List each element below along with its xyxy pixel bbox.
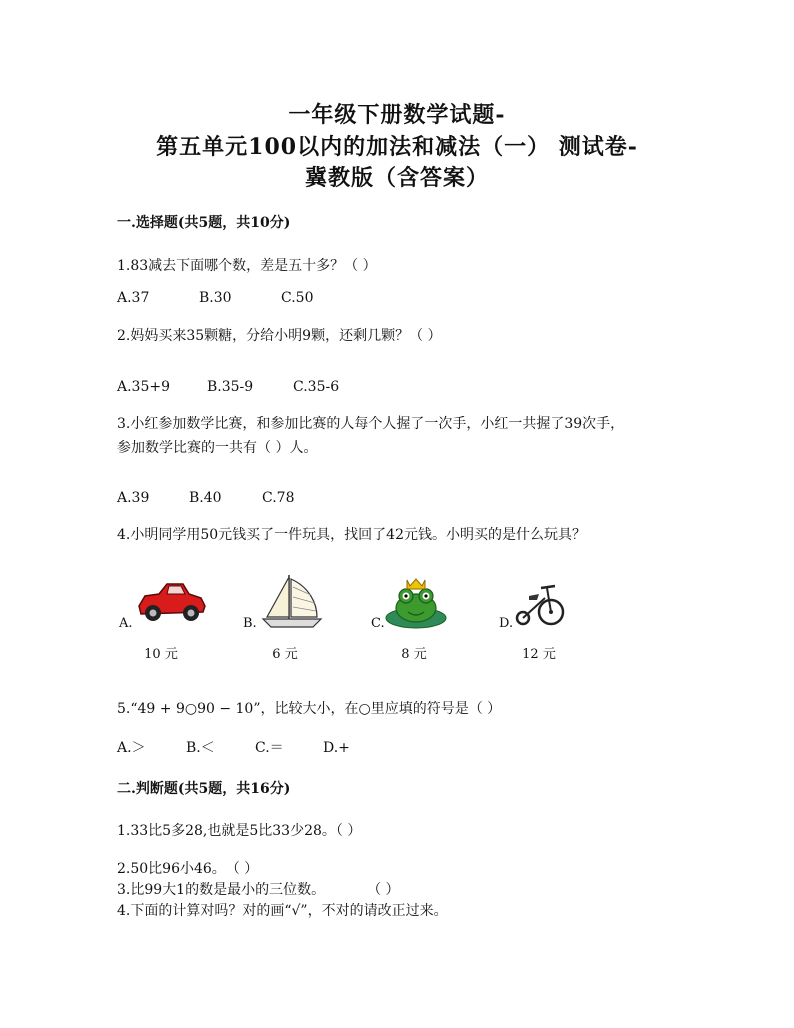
option-a: A.37 — [117, 290, 150, 306]
option-c: C.50 — [281, 290, 314, 306]
toy-d-letter: D. — [499, 616, 514, 631]
judgment-question-1: 1.33比5多28,也就是5比33少28。（ ） — [117, 823, 362, 839]
judgment-question-3: 3.比99大1的数是最小的三位数。 （ ） — [117, 882, 400, 898]
title-line-1: 一年级下册数学试题- — [288, 102, 506, 128]
judgment-question-2: 2.50比96小46。 （ ） — [117, 861, 259, 877]
question-1-options — [117, 290, 313, 306]
question-3-line-1: 3.小红参加数学比赛，和参加比赛的人每个人握了一次手，小红一共握了39次手， — [117, 416, 625, 432]
option-c: C.＝ — [255, 740, 284, 756]
option-a: A.＞ — [117, 740, 146, 756]
toy-a-price: 10 元 — [144, 647, 178, 662]
option-b: B.35-9 — [207, 379, 254, 395]
option-c: C.35-6 — [293, 379, 340, 395]
option-a: A.39 — [117, 490, 150, 506]
toy-c-price: 8 元 — [401, 647, 427, 662]
question-3-options — [117, 490, 294, 506]
option-b: B.＜ — [186, 740, 215, 756]
toy-c-letter: C. — [371, 616, 385, 631]
judgment-question-4: 4.下面的计算对吗？对的画“√”，不对的请改正过来。 — [117, 903, 448, 919]
section-heading-judgment: 二.判断题(共5题，共16分) — [117, 781, 291, 797]
option-a: A.35+9 — [117, 379, 171, 395]
option-d: D.+ — [323, 740, 350, 756]
question-1: 1.83减去下面哪个数，差是五十多？（ ） — [117, 258, 377, 274]
question-4: 4.小明同学用50元钱买了一件玩具，找回了42元钱。小明买的是什么玩具？ — [117, 527, 586, 543]
toy-b-price: 6 元 — [272, 647, 298, 662]
option-b: B.40 — [189, 490, 222, 506]
title-line-3: 冀教版（含答案） — [304, 165, 489, 191]
red-car-icon — [133, 576, 209, 624]
frog-prince-icon — [385, 574, 447, 630]
question-2: 2.妈妈买来35颗糖，分给小明9颗，还剩几颗？（ ） — [117, 328, 442, 344]
toy-d-price: 12 元 — [522, 647, 556, 662]
title-line-2: 第五单元100以内的加法和减法（一） 测试卷- — [156, 134, 638, 160]
question-3-line-2: 参加数学比赛的一共有（ ）人。 — [117, 440, 318, 456]
question-5-options — [117, 737, 350, 757]
toy-a-letter: A. — [119, 616, 133, 631]
section-heading-choice: 一.选择题(共5题，共10分) — [117, 215, 291, 231]
toy-b-letter: B. — [243, 616, 257, 631]
question-2-options — [117, 379, 339, 395]
tricycle-icon — [515, 582, 565, 628]
option-b: B.30 — [199, 290, 232, 306]
question-5: 5.“49 + 9○90 − 10”，比较大小，在○里应填的符号是（ ） — [117, 701, 502, 717]
sailboat-icon — [259, 573, 325, 631]
option-c: C.78 — [262, 490, 295, 506]
